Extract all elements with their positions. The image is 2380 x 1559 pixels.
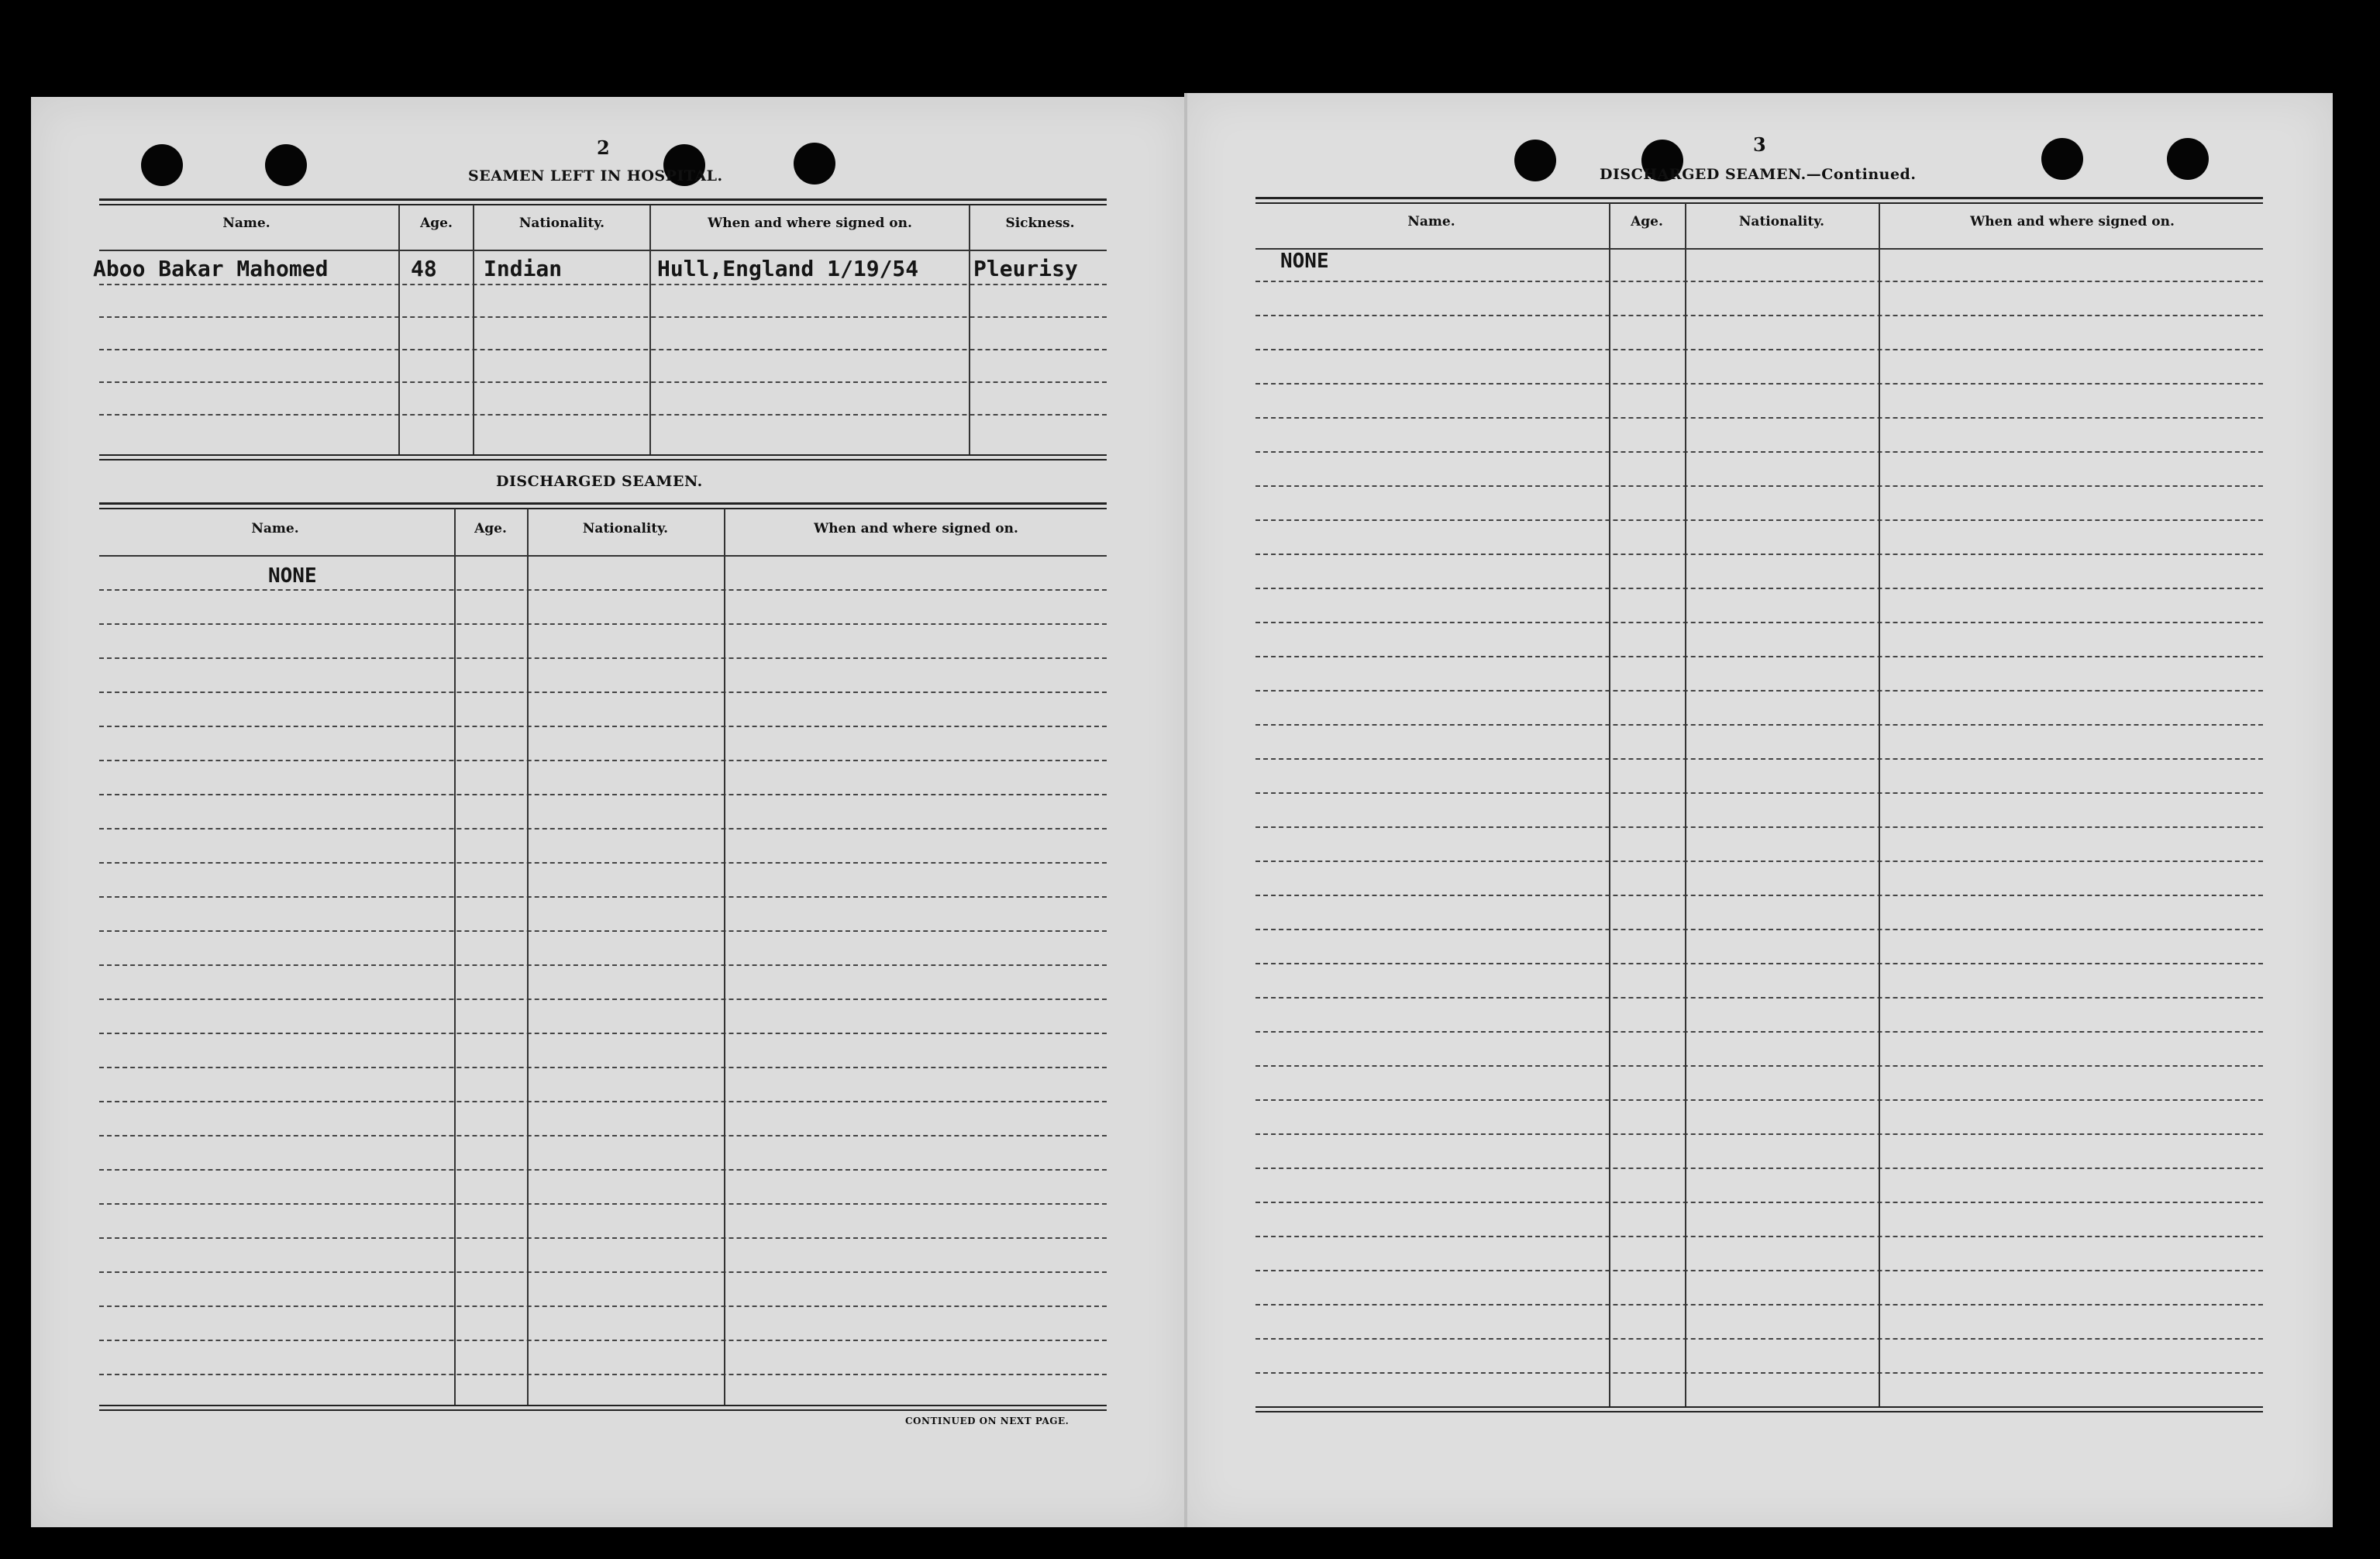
discharged-col-nationality-right: Nationality. [1738,214,1825,229]
ruled-line [99,1135,1107,1136]
hospital-col-divider [649,205,651,454]
ruled-line [1255,895,2263,896]
ruled-line [99,1305,1107,1307]
hospital-table-bottom-rule [99,454,1107,456]
hospital-header-line [99,250,1107,251]
discharged-col-divider-left [527,509,529,1405]
hospital-table-top-rule [99,198,1107,201]
ruled-line [1255,383,2263,385]
hospital-col-divider [473,205,474,454]
discharged-col-signed-on-right: When and where signed on. [1970,214,2175,229]
hospital-row-line [99,349,1107,350]
hospital-col-signed-on: When and where signed on. [708,216,912,231]
ruled-line [99,896,1107,898]
ruled-line [1255,1236,2263,1237]
ruled-line [99,1271,1107,1273]
ruled-line [1255,1065,2263,1067]
ruled-line [99,794,1107,795]
ruled-line [99,692,1107,693]
ruled-line [99,1203,1107,1205]
discharged-entry-left: NONE [268,564,317,588]
ruled-line [99,1067,1107,1068]
ruled-line [1255,826,2263,828]
ruled-line [1255,1372,2263,1374]
hospital-section-title: SEAMEN LEFT IN HOSPITAL. [468,167,723,185]
ruled-line [1255,1270,2263,1271]
ruled-line [1255,1099,2263,1101]
hospital-row-line [99,381,1107,383]
discharged-section-title-left: DISCHARGED SEAMEN. [496,473,703,490]
continued-footer: CONTINUED ON NEXT PAGE. [905,1416,1069,1426]
discharged-col-divider-right [1685,203,1686,1406]
hospital-row-name: Aboo Bakar Mahomed [93,256,329,281]
hospital-row-nationality: Indian [484,256,563,281]
ruled-line [99,726,1107,727]
ruled-line [1255,861,2263,862]
ruled-line [1255,281,2263,282]
hospital-row-signed-on: Hull,England 1/19/54 [657,256,919,281]
ruled-line [99,657,1107,659]
discharged-table-bottom-rule-left-2 [99,1409,1107,1411]
ruled-line [99,1169,1107,1171]
header-line [1255,248,2263,250]
ruled-line [1255,519,2263,521]
page-number-right: 3 [1753,133,1766,156]
punch-hole [2167,138,2209,180]
ruled-line [99,623,1107,625]
hospital-row-line [99,414,1107,416]
discharged-table-bottom-rule-left [99,1405,1107,1406]
discharged-col-age-left: Age. [474,521,507,536]
ruled-line [1255,997,2263,999]
ruled-line [1255,758,2263,760]
discharged-table-bottom-rule-right [1255,1406,2263,1408]
ruled-line [1255,1338,2263,1340]
hospital-col-name: Name. [222,216,270,231]
header-line [99,555,1107,557]
hospital-col-nationality: Nationality. [518,216,605,231]
punch-hole [794,143,835,185]
discharged-col-signed-on-left: When and where signed on. [814,521,1018,536]
hospital-col-divider [969,205,970,454]
punch-hole [265,144,307,186]
ruled-line [1255,792,2263,794]
right-page [1186,93,2333,1527]
ruled-line [99,964,1107,966]
discharged-col-divider-right [1609,203,1610,1406]
hospital-row-age: 48 [411,256,437,281]
ruled-line [1255,622,2263,623]
ruled-line [1255,929,2263,930]
discharged-col-divider-left [724,509,725,1405]
discharged-table-bottom-rule-right-2 [1255,1411,2263,1412]
discharged-table-top-rule-right [1255,197,2263,199]
hospital-col-sickness: Sickness. [1005,216,1075,231]
hospital-col-divider [398,205,400,454]
ruled-line [1255,724,2263,726]
discharged-table-top-rule [99,502,1107,505]
left-page [31,97,1186,1527]
ruled-line [99,589,1107,591]
ruled-line [99,1340,1107,1341]
hospital-row-line [99,284,1107,285]
punch-hole [141,144,183,186]
ruled-line [1255,1304,2263,1305]
ruled-line [1255,451,2263,453]
ruled-line [1255,554,2263,555]
discharged-col-age-right: Age. [1631,214,1663,229]
ruled-line [1255,1031,2263,1033]
ruled-line [99,862,1107,864]
hospital-table-top-rule-2 [99,204,1107,205]
ruled-line [1255,315,2263,316]
ruled-line [1255,1168,2263,1169]
ruled-line [1255,485,2263,487]
discharged-col-name-left: Name. [251,521,299,536]
ruled-line [99,760,1107,761]
ruled-line [1255,349,2263,350]
ruled-line [99,930,1107,932]
discharged-entry-right: NONE [1280,250,1329,273]
ruled-line [1255,588,2263,589]
ruled-line [99,999,1107,1000]
discharged-col-name-right: Name. [1407,214,1455,229]
hospital-row-line [99,316,1107,318]
ruled-line [1255,417,2263,419]
discharged-table-top-rule-right-2 [1255,202,2263,204]
hospital-table-bottom-rule-2 [99,459,1107,460]
discharged-section-title-right: DISCHARGED SEAMEN.—Continued. [1600,166,1917,183]
punch-hole [2041,138,2083,180]
discharged-col-divider-right [1879,203,1880,1406]
ruled-line [1255,963,2263,964]
ruled-line [99,1374,1107,1375]
discharged-col-divider-left [454,509,456,1405]
discharged-col-nationality-left: Nationality. [582,521,669,536]
ruled-line [99,1033,1107,1034]
hospital-col-age: Age. [420,216,453,231]
punch-hole [1514,140,1556,181]
ruled-line [1255,1133,2263,1135]
page-gutter [1184,93,1187,1527]
ruled-line [1255,1202,2263,1203]
ruled-line [99,1101,1107,1102]
discharged-table-top-rule-2 [99,508,1107,509]
ruled-line [99,828,1107,830]
page-number-left: 2 [597,136,610,159]
hospital-row-sickness: Pleurisy [973,256,1078,281]
ruled-line [1255,690,2263,692]
ruled-line [99,1237,1107,1239]
ruled-line [1255,656,2263,657]
